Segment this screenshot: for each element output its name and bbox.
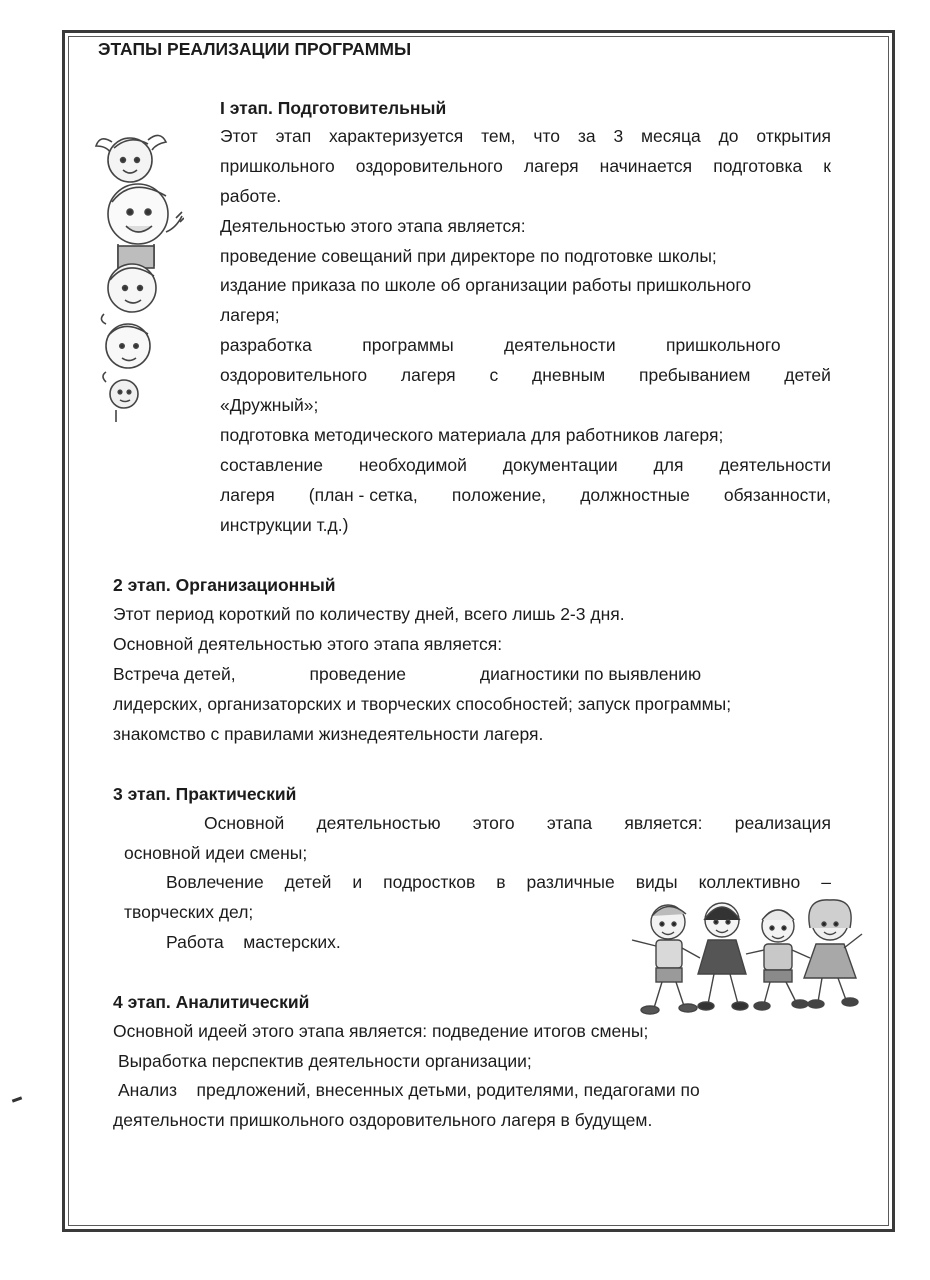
stage4-line2: Выработка перспектив деятельности организации; [118, 1051, 532, 1071]
word: характеризуется [329, 126, 464, 146]
stage1-intro-line1 [220, 121, 831, 151]
word: детей [284, 872, 332, 892]
word: оздоровительного [355, 156, 503, 176]
stage3-line5: Работа мастерских. [166, 932, 341, 952]
stage1-activity-label: Деятельностью этого этапа является: [220, 216, 526, 236]
stage4-line1: Основной идеей этого этапа является: подведение итогов смены; [113, 1021, 649, 1041]
word: положение, [451, 485, 547, 505]
stage3-line3 [166, 867, 831, 897]
word: открытия [756, 126, 831, 146]
stage1-item2b: лагеря; [220, 305, 280, 325]
stage2-line5: знакомство с правилами жизнедеятельности лагеря. [113, 724, 544, 744]
word: различные [526, 872, 615, 892]
word: проведение [309, 664, 407, 684]
page-title: ЭТАПЫ РЕАЛИЗАЦИИ ПРОГРАММЫ [98, 39, 412, 59]
word: этапа [546, 813, 593, 833]
word: Этот [220, 126, 258, 146]
word: деятельности [503, 335, 616, 355]
word: за [577, 126, 596, 146]
stage1-intro-end: работе. [220, 186, 282, 206]
stage1-item3c: «Дружный»; [220, 395, 319, 415]
word: виды [635, 872, 678, 892]
word: Вовлечение [166, 872, 264, 892]
dancing-kids-illustration [626, 898, 866, 1022]
word: реализация [734, 813, 831, 833]
word: к [823, 156, 831, 176]
word: месяца [641, 126, 701, 146]
word: (план - сетка, [308, 485, 418, 505]
stage2-line3 [113, 659, 775, 689]
stage1-item4: подготовка методического материала для работников лагеря; [220, 425, 724, 445]
word: пришкольного [665, 335, 781, 355]
word: деятельности [719, 455, 831, 475]
word: необходимой [358, 455, 467, 475]
stage1-item1: проведение совещаний при директоре по подготовке школы; [220, 246, 717, 266]
word: пребыванием [639, 365, 751, 385]
word: оздоровительного [220, 365, 368, 385]
stage2-line1: Этот период короткий по количеству дней, всего лишь 2-3 дня. [113, 604, 625, 624]
word: документации [502, 455, 618, 475]
word: лагеря [523, 156, 579, 176]
stage3-heading: 3 этап. Практический [113, 784, 297, 804]
stage1-heading: I этап. Подготовительный [220, 98, 447, 118]
word: – [821, 872, 831, 892]
stage1-item5b [220, 480, 831, 510]
stage3-line2: основной идеи смены; [124, 843, 308, 863]
word: что [533, 126, 561, 146]
stage3-line4: творческих дел; [124, 902, 254, 922]
word: лагеря [220, 485, 275, 505]
word: лагеря [400, 365, 456, 385]
word: обязанности, [723, 485, 831, 505]
word: программы [362, 335, 454, 355]
word: деятельностью [316, 813, 441, 833]
word: детей [784, 365, 831, 385]
word: до [718, 126, 739, 146]
stage1-item3b [220, 360, 831, 390]
word: является: [624, 813, 703, 833]
kids-stack-illustration [92, 122, 184, 427]
stage4-heading: 4 этап. Аналитический [113, 992, 310, 1012]
word: пришкольного [220, 156, 335, 176]
word: Встреча детей, [113, 664, 236, 684]
word: 3 [613, 126, 624, 146]
word: в [496, 872, 506, 892]
stage1-item5c: инструкции т.д.) [220, 515, 349, 535]
scan-speck [12, 1096, 22, 1102]
word: тем, [481, 126, 516, 146]
stage1-item2a: издание приказа по школе об организации работы пришкольного [220, 275, 752, 295]
word: коллективно [698, 872, 801, 892]
word: и [352, 872, 363, 892]
word: подростков [383, 872, 476, 892]
word: начинается [599, 156, 693, 176]
stage3-line1 [204, 808, 831, 838]
stage2-line4: лидерских, организаторских и творческих способностей; запуск программы; [113, 694, 732, 714]
stage2-line2: Основной деятельностью этого этапа является: [113, 634, 503, 654]
stage1-item5a [220, 450, 831, 480]
stage1-item3a [220, 330, 831, 360]
word: для [653, 455, 684, 475]
word: составление [220, 455, 323, 475]
stage1-intro-line2 [220, 151, 831, 181]
word: должностные [580, 485, 690, 505]
stage4-line4: деятельности пришкольного оздоровительного лагеря в будущем. [113, 1110, 653, 1130]
word: этап [275, 126, 312, 146]
word: дневным [532, 365, 606, 385]
word: подготовка [713, 156, 803, 176]
word: этого [472, 813, 515, 833]
word: диагностики по выявлению [479, 664, 702, 684]
word: Основной [204, 813, 285, 833]
word: разработка [220, 335, 312, 355]
stage4-line3: Анализ предложений, внесенных детьми, родителями, педагогами по [118, 1080, 700, 1100]
stage2-heading: 2 этап. Организационный [113, 575, 336, 595]
word: с [489, 365, 499, 385]
